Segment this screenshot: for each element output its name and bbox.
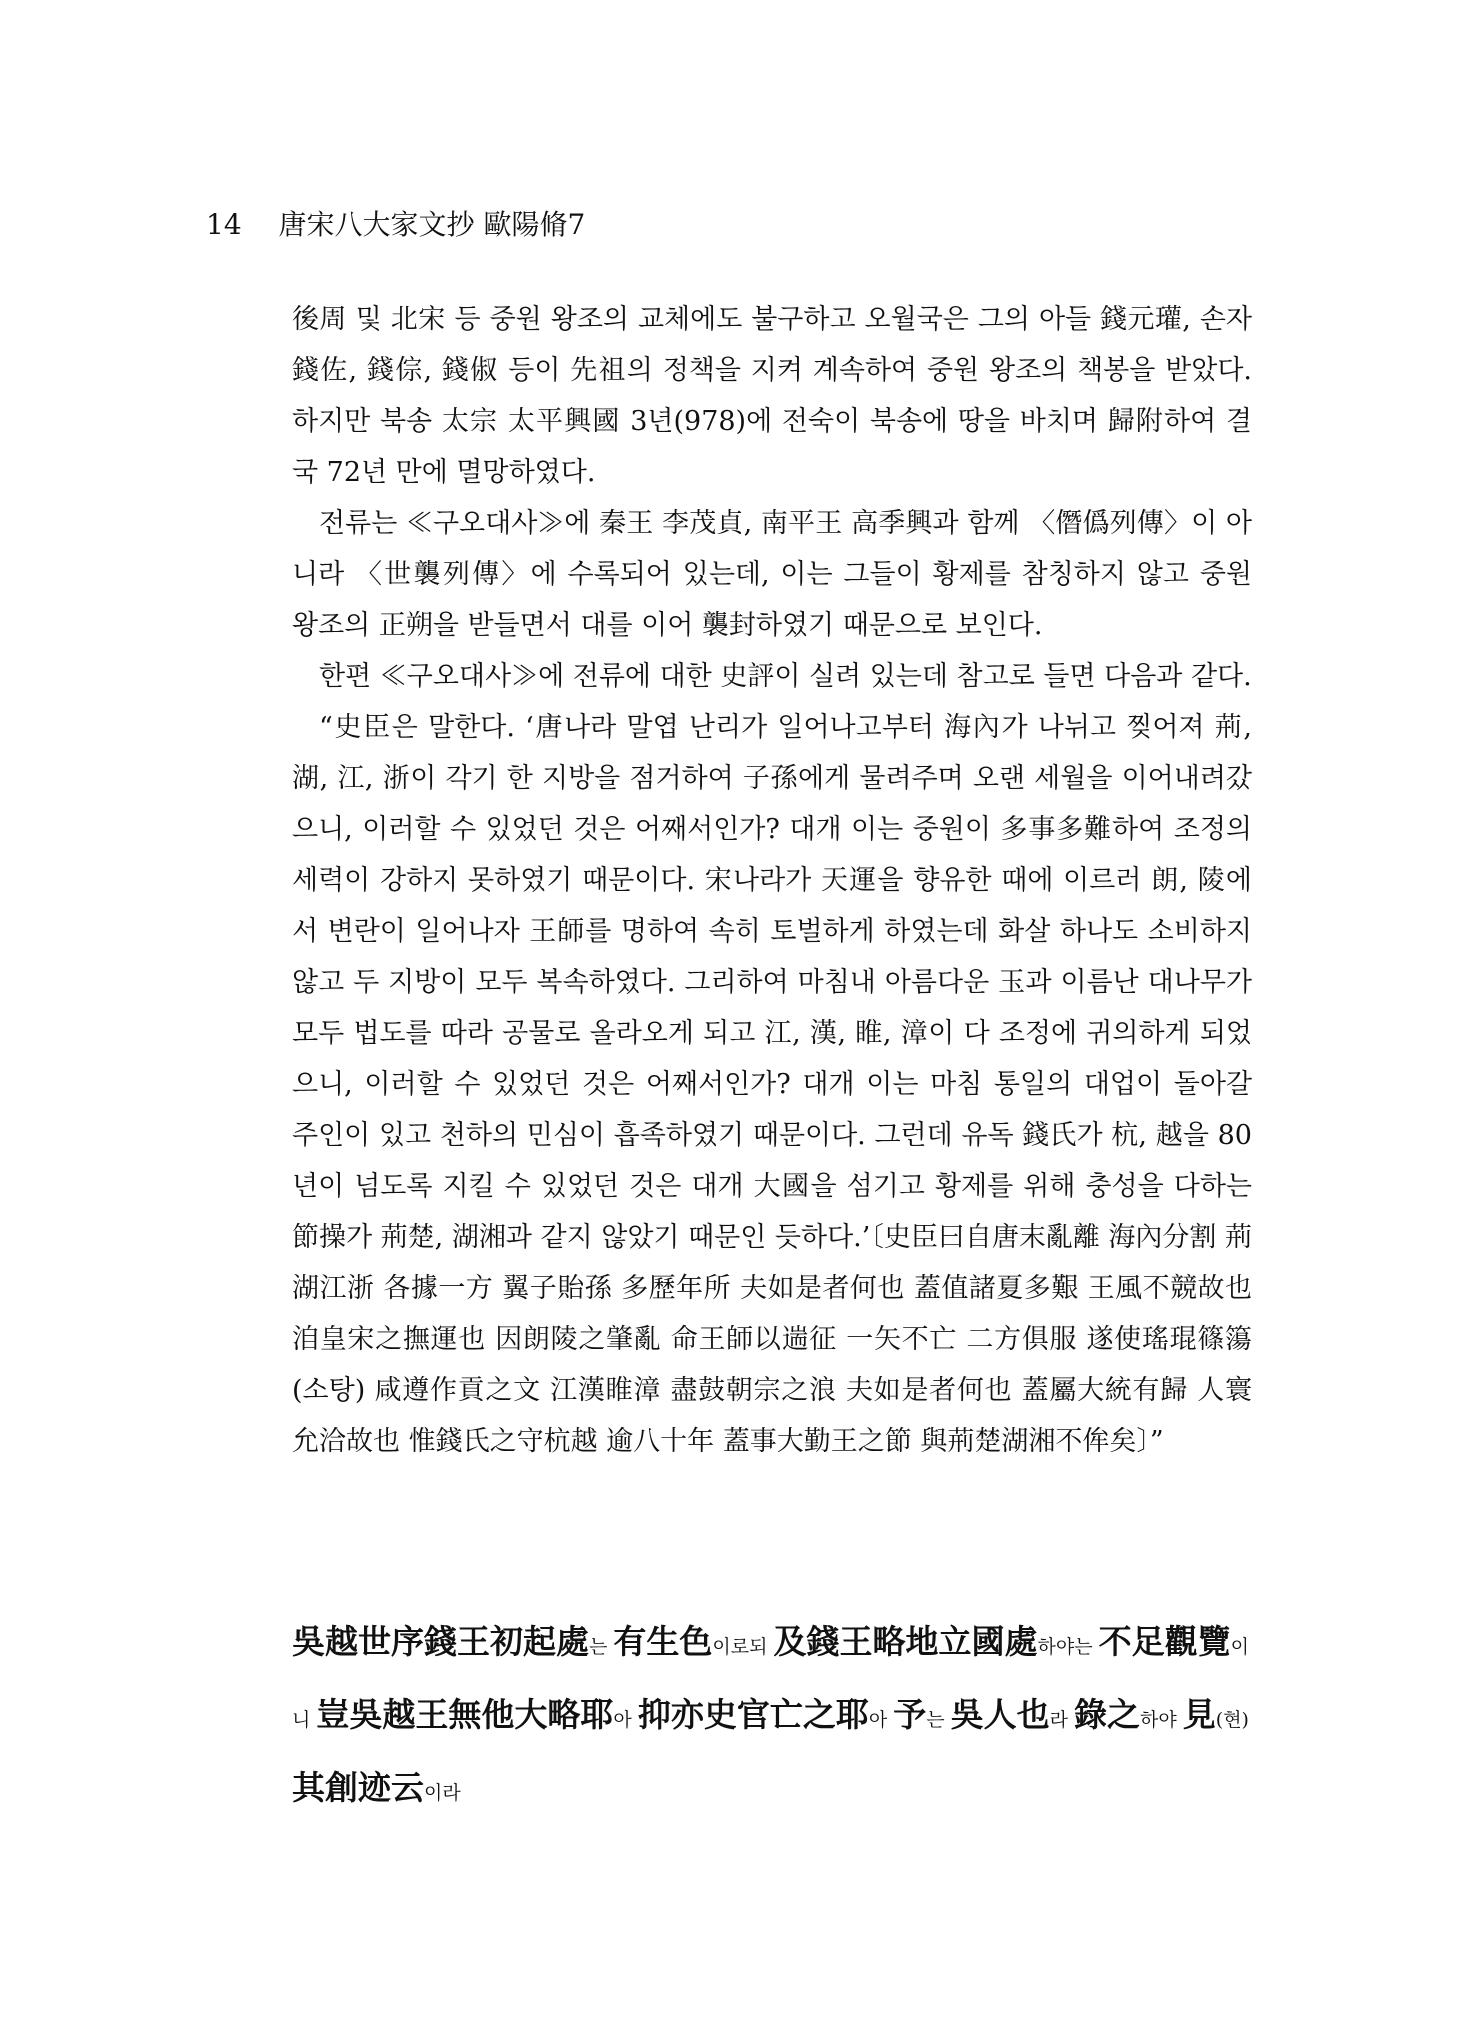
hangul-particle: 이니 — [292, 1636, 1249, 1731]
paragraph: 전류는 ≪구오대사≫에 秦王 李茂貞, 南平王 高季興과 함께 〈僭僞列傳〉이 아니라 〈世襲列傳〉에 수록되어 있는데, 이는 그들이 황제를 참칭하지 않고 중원 왕조의 正朔을 받들면서 대를 이어 襲封하였기 때문으로 보인다. — [292, 508, 1252, 641]
hanja-phrase: 不足觀覽 — [1098, 1622, 1231, 1661]
hangul-particle: 하야는 — [1037, 1636, 1099, 1658]
hangul-particle: 아 — [613, 1709, 638, 1731]
hangul-particle: 는 — [589, 1636, 614, 1658]
hanja-phrase: 吳人也 — [950, 1695, 1050, 1734]
paragraph: 한편 ≪구오대사≫에 전류에 대한 史評이 실려 있는데 참고로 들면 다음과 같다. — [319, 661, 1252, 692]
hanja-phrase: 及錢王略地立國處 — [773, 1622, 1038, 1661]
hanja-phrase: 其創迹云 — [292, 1768, 424, 1807]
hangul-particle: 이라 — [424, 1782, 461, 1804]
hangul-particle: 하야 — [1140, 1709, 1183, 1731]
hangul-particle: 는 — [926, 1709, 951, 1731]
running-header — [206, 205, 585, 245]
hanja-phrase: 豈吳越王無他大略耶 — [316, 1695, 614, 1734]
hanja-phrase: 抑亦史官亡之耶 — [637, 1695, 869, 1734]
hanja-phrase: 予 — [893, 1695, 927, 1734]
original-text-paragraph — [292, 1608, 1252, 1827]
hanja-phrase: 錄之 — [1074, 1695, 1141, 1734]
hangul-particle: 이로되 — [712, 1636, 774, 1658]
hanja-phrase: 有生色 — [613, 1622, 713, 1661]
page-number: 14 — [206, 208, 242, 241]
hangul-particle: 아 — [868, 1709, 894, 1731]
hanja-phrase: 見 — [1182, 1695, 1216, 1734]
paragraph: 後周 및 北宋 등 중원 왕조의 교체에도 불구하고 오월국은 그의 아들 錢元瓘, 손자 錢佐, 錢倧, 錢俶 등이 先祖의 정책을 지켜 계속하여 중원 왕조의 책봉을 받았다. 하지만 북송 太宗 太平興國 3년(978)에 전숙이 북송에 땅을 바치며 歸附하여 결국 72년 만에 멸망하였다. — [292, 304, 1252, 488]
commentary-text — [292, 294, 1252, 1467]
original-text — [292, 1608, 1252, 1827]
paragraph: “史臣은 말한다. ‘唐나라 말엽 난리가 일어나고부터 海內가 나뉘고 찢어져 荊, 湖, 江, 浙이 각기 한 지방을 점거하여 子孫에게 물려주며 오랜 세월을 이어내려갔으니, 이러할 수 있었던 것은 어째서인가? 대개 이는 중원이 多事多難하여 조정의 세력이 강하지 못하였기 때문이다. 宋나라가 天運을 향유한 때에 이르러 朗, 陵에서 변란이 일어나자 王師를 명하여 속히 토벌하게 하였는데 화살 하나도 소비하지 않고 두 지방이 모두 복속하였다. 그리하여 마침내 아름다운 玉과 이름난 대나무가 모두 법도를 따라 공물로 올라오게 되고 江, 漢, 睢, 漳이 다 조정에 귀의하게 되었으니, 이러할 수 있었던 것은 어째서인가? 대개 이는 마침 통일의 대업이 돌아갈 주인이 있고 천하의 민심이 흡족하였기 때문이다. 그런데 유독 錢氏가 杭, 越을 80년이 넘도록 지킬 수 있었던 것은 대개 大國을 섬기고 황제를 위해 충성을 다하는 節操가 荊楚, 湖湘과 같지 않았기 때문인 듯하다.’〔史臣曰自唐末亂離 海內分割 荊湖江浙 各據一方 翼子貽孫 多歷年所 夫如是者何也 蓋值諸夏多艱 王風不競故也 洎皇宋之撫運也 因朗陵之肇亂 命王師以遄征 一矢不亡 二方俱服 遂使瑤琨篠簜(소탕) 咸遵作貢之文 江漢睢漳 盡鼓朝宗之浪 夫如是者何也 蓋屬大統有歸 人寰允洽故也 惟錢氏之守杭越 逾八十年 蓋事大勤王之節 與荊楚湖湘不侔矣〕” — [292, 712, 1252, 1457]
hangul-particle: 라 — [1049, 1709, 1075, 1731]
hangul-particle: (현) — [1215, 1709, 1249, 1731]
book-title: 唐宋八大家文抄 歐陽脩7 — [278, 208, 586, 241]
hanja-phrase: 吳越世序錢王初起處 — [292, 1622, 589, 1661]
